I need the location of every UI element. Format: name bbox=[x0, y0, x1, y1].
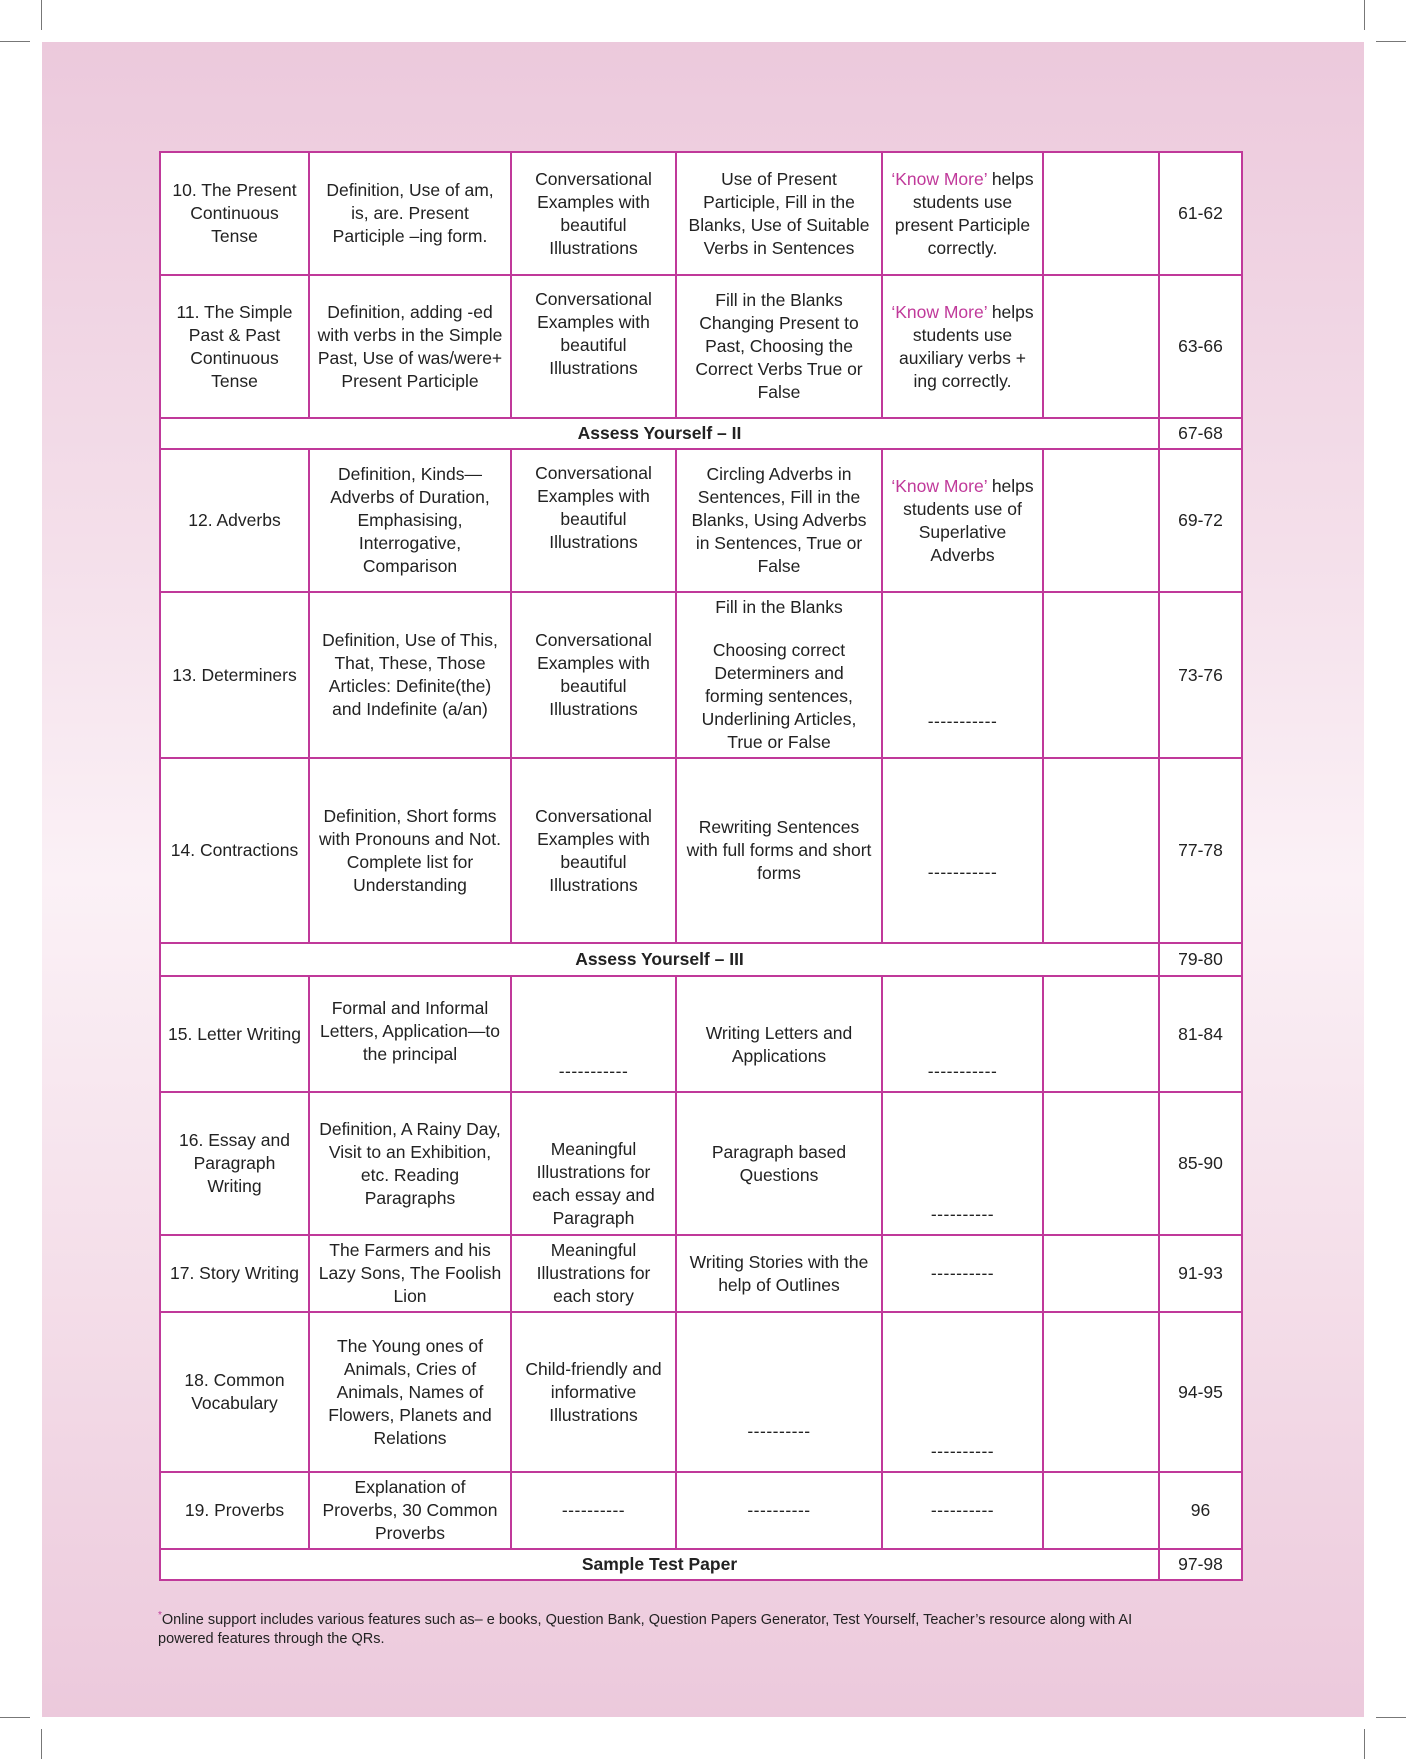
page-range: 97-98 bbox=[1159, 1549, 1242, 1580]
know-more-cell bbox=[882, 592, 1043, 758]
table-row bbox=[160, 275, 1242, 418]
exercises-cell: Paragraph based Questions bbox=[676, 1092, 882, 1235]
chapter-cell: 16. Essay and Paragraph Writing bbox=[160, 1092, 309, 1235]
crop-mark-bottom-left-h bbox=[0, 1717, 30, 1718]
online-cell bbox=[1043, 592, 1159, 758]
concept-cell: Definition, A Rainy Day, Visit to an Exhibition, etc. Reading Paragraphs bbox=[309, 1092, 511, 1235]
footnote bbox=[158, 1606, 1158, 1649]
chapter-cell: 15. Letter Writing bbox=[160, 976, 309, 1092]
crop-mark-top-left-v bbox=[41, 0, 42, 30]
table-row bbox=[160, 1092, 1242, 1235]
know-more-dash: ---------- bbox=[930, 1263, 995, 1283]
concept-cell: Explanation of Proverbs, 30 Common Proverbs bbox=[309, 1472, 511, 1549]
know-more-tag: ‘Know More’ bbox=[891, 475, 987, 496]
page-range: 61-62 bbox=[1159, 152, 1242, 275]
table-row bbox=[160, 1235, 1242, 1312]
concept-cell: Definition, adding -ed with verbs in the Simple Past, Use of was/were+ Present Participle bbox=[309, 275, 511, 418]
chapter-cell: 10. The Present Continuous Tense bbox=[160, 152, 309, 275]
table-row bbox=[160, 976, 1242, 1092]
illustration-cell: Conversational Examples with beautiful Illustrations bbox=[511, 275, 676, 418]
chapter-cell: 13. Determiners bbox=[160, 592, 309, 758]
concept-cell: Definition, Use of am, is, are. Present Participle –ing form. bbox=[309, 152, 511, 275]
online-cell bbox=[1043, 449, 1159, 592]
page-range: 79-80 bbox=[1159, 943, 1242, 976]
know-more-dash: ---------- bbox=[930, 1500, 995, 1520]
know-more-tag: ‘Know More’ bbox=[891, 168, 987, 189]
know-more-cell bbox=[882, 758, 1043, 943]
exercises-cell: Writing Letters and Applications bbox=[676, 976, 882, 1092]
spacer bbox=[683, 619, 875, 639]
exercises-dash: ---------- bbox=[747, 1421, 811, 1441]
know-more-text: helps students use of Superlative Adverbs bbox=[903, 475, 1034, 565]
know-more-dash: ----------- bbox=[927, 711, 998, 731]
crop-mark-top-right-v bbox=[1364, 0, 1365, 30]
concept-cell: Definition, Kinds—Adverbs of Duration, Emphasising, Interrogative, Comparison bbox=[309, 449, 511, 592]
table-row bbox=[160, 758, 1242, 943]
know-more-dash: ---------- bbox=[930, 1204, 995, 1224]
assess-label: Assess Yourself – III bbox=[160, 943, 1159, 976]
know-more-dash: ----------- bbox=[927, 1061, 998, 1081]
know-more-cell bbox=[882, 1092, 1043, 1235]
illustration-dash: ---------- bbox=[561, 1500, 626, 1520]
table-row bbox=[160, 1312, 1242, 1472]
crop-mark-bottom-right-v bbox=[1364, 1729, 1365, 1759]
page-range: 94-95 bbox=[1159, 1312, 1242, 1472]
online-cell bbox=[1043, 976, 1159, 1092]
know-more-cell bbox=[882, 1235, 1043, 1312]
online-cell bbox=[1043, 758, 1159, 943]
exercises-cell bbox=[676, 592, 882, 758]
footnote-marker: * bbox=[158, 1610, 162, 1621]
illustration-cell: Conversational Examples with beautiful Illustrations bbox=[511, 449, 676, 592]
table-row bbox=[160, 1472, 1242, 1549]
exercises-cell: Use of Present Participle, Fill in the Blanks, Use of Suitable Verbs in Sentences bbox=[676, 152, 882, 275]
page-range: 96 bbox=[1159, 1472, 1242, 1549]
chapter-cell: 14. Contractions bbox=[160, 758, 309, 943]
know-more-dash: ----------- bbox=[927, 862, 998, 882]
sample-test-label: Sample Test Paper bbox=[160, 1549, 1159, 1580]
online-cell bbox=[1043, 1472, 1159, 1549]
online-cell bbox=[1043, 275, 1159, 418]
online-cell bbox=[1043, 1235, 1159, 1312]
illustration-cell: Meaningful Illustrations for each essay and Paragraph bbox=[511, 1092, 676, 1235]
know-more-cell bbox=[882, 1312, 1043, 1472]
sample-test-row bbox=[160, 1549, 1242, 1580]
exercises-cell bbox=[676, 1312, 882, 1472]
crop-mark-top-left-h bbox=[0, 41, 30, 42]
exercises-cell: Fill in the Blanks Changing Present to Past, Choosing the Correct Verbs True or False bbox=[676, 275, 882, 418]
page-range: 67-68 bbox=[1159, 418, 1242, 449]
contents-table bbox=[159, 151, 1243, 1581]
exercises-cell: Writing Stories with the help of Outlines bbox=[676, 1235, 882, 1312]
exercises-text: Choosing correct Determiners and forming sentences, Underlining Articles, True or False bbox=[701, 640, 857, 752]
exercises-dash: ---------- bbox=[747, 1500, 811, 1520]
table-row bbox=[160, 449, 1242, 592]
page-range: 81-84 bbox=[1159, 976, 1242, 1092]
know-more-cell bbox=[882, 275, 1043, 418]
illustration-cell: Meaningful Illustrations for each story bbox=[511, 1235, 676, 1312]
online-cell bbox=[1043, 152, 1159, 275]
page-range: 69-72 bbox=[1159, 449, 1242, 592]
chapter-cell: 11. The Simple Past & Past Continuous Tense bbox=[160, 275, 309, 418]
online-cell bbox=[1043, 1312, 1159, 1472]
page-range: 85-90 bbox=[1159, 1092, 1242, 1235]
illustration-cell bbox=[511, 976, 676, 1092]
exercises-line-1: Fill in the Blanks bbox=[715, 597, 843, 617]
know-more-cell bbox=[882, 976, 1043, 1092]
know-more-tag: ‘Know More’ bbox=[891, 301, 987, 322]
page-range: 77-78 bbox=[1159, 758, 1242, 943]
assess-label: Assess Yourself – II bbox=[160, 418, 1159, 449]
know-more-text: helps students use present Participle correctly. bbox=[894, 168, 1034, 258]
illustration-cell: Conversational Examples with beautiful Illustrations bbox=[511, 152, 676, 275]
crop-mark-top-right-h bbox=[1376, 41, 1406, 42]
chapter-cell: 17. Story Writing bbox=[160, 1235, 309, 1312]
chapter-cell: 18. Common Vocabulary bbox=[160, 1312, 309, 1472]
crop-mark-bottom-right-h bbox=[1376, 1717, 1406, 1718]
concept-cell: Definition, Use of This, That, These, Those Articles: Definite(the) and Indefinite (a/an) bbox=[309, 592, 511, 758]
footnote-text: Online support includes various features such as– e books, Question Bank, Question Papers Generator, Test Yourself, Teacher’s resource along with AI powered features through the QRs. bbox=[158, 1611, 1133, 1647]
exercises-cell: Circling Adverbs in Sentences, Fill in the Blanks, Using Adverbs in Sentences, True or False bbox=[676, 449, 882, 592]
know-more-dash: ---------- bbox=[930, 1441, 995, 1461]
concept-cell: The Farmers and his Lazy Sons, The Foolish Lion bbox=[309, 1235, 511, 1312]
assess-row bbox=[160, 418, 1242, 449]
know-more-cell bbox=[882, 1472, 1043, 1549]
illustration-cell: Conversational Examples with beautiful Illustrations bbox=[511, 758, 676, 943]
concept-cell: The Young ones of Animals, Cries of Animals, Names of Flowers, Planets and Relations bbox=[309, 1312, 511, 1472]
page-range: 73-76 bbox=[1159, 592, 1242, 758]
illustration-cell bbox=[511, 1472, 676, 1549]
chapter-cell: 19. Proverbs bbox=[160, 1472, 309, 1549]
table-row bbox=[160, 592, 1242, 758]
assess-row bbox=[160, 943, 1242, 976]
illustration-dash: ----------- bbox=[558, 1061, 629, 1081]
illustration-cell: Conversational Examples with beautiful Illustrations bbox=[511, 592, 676, 758]
know-more-cell bbox=[882, 449, 1043, 592]
know-more-text: helps students use auxiliary verbs + ing correctly. bbox=[899, 301, 1034, 391]
concept-cell: Definition, Short forms with Pronouns and Not. Complete list for Understanding bbox=[309, 758, 511, 943]
table-row bbox=[160, 152, 1242, 275]
know-more-cell bbox=[882, 152, 1043, 275]
crop-mark-bottom-left-v bbox=[41, 1729, 42, 1759]
exercises-cell: Rewriting Sentences with full forms and short forms bbox=[676, 758, 882, 943]
page-range: 63-66 bbox=[1159, 275, 1242, 418]
illustration-cell: Child-friendly and informative Illustrations bbox=[511, 1312, 676, 1472]
concept-cell: Formal and Informal Letters, Application—to the principal bbox=[309, 976, 511, 1092]
online-cell bbox=[1043, 1092, 1159, 1235]
exercises-cell bbox=[676, 1472, 882, 1549]
page-range: 91-93 bbox=[1159, 1235, 1242, 1312]
chapter-cell: 12. Adverbs bbox=[160, 449, 309, 592]
